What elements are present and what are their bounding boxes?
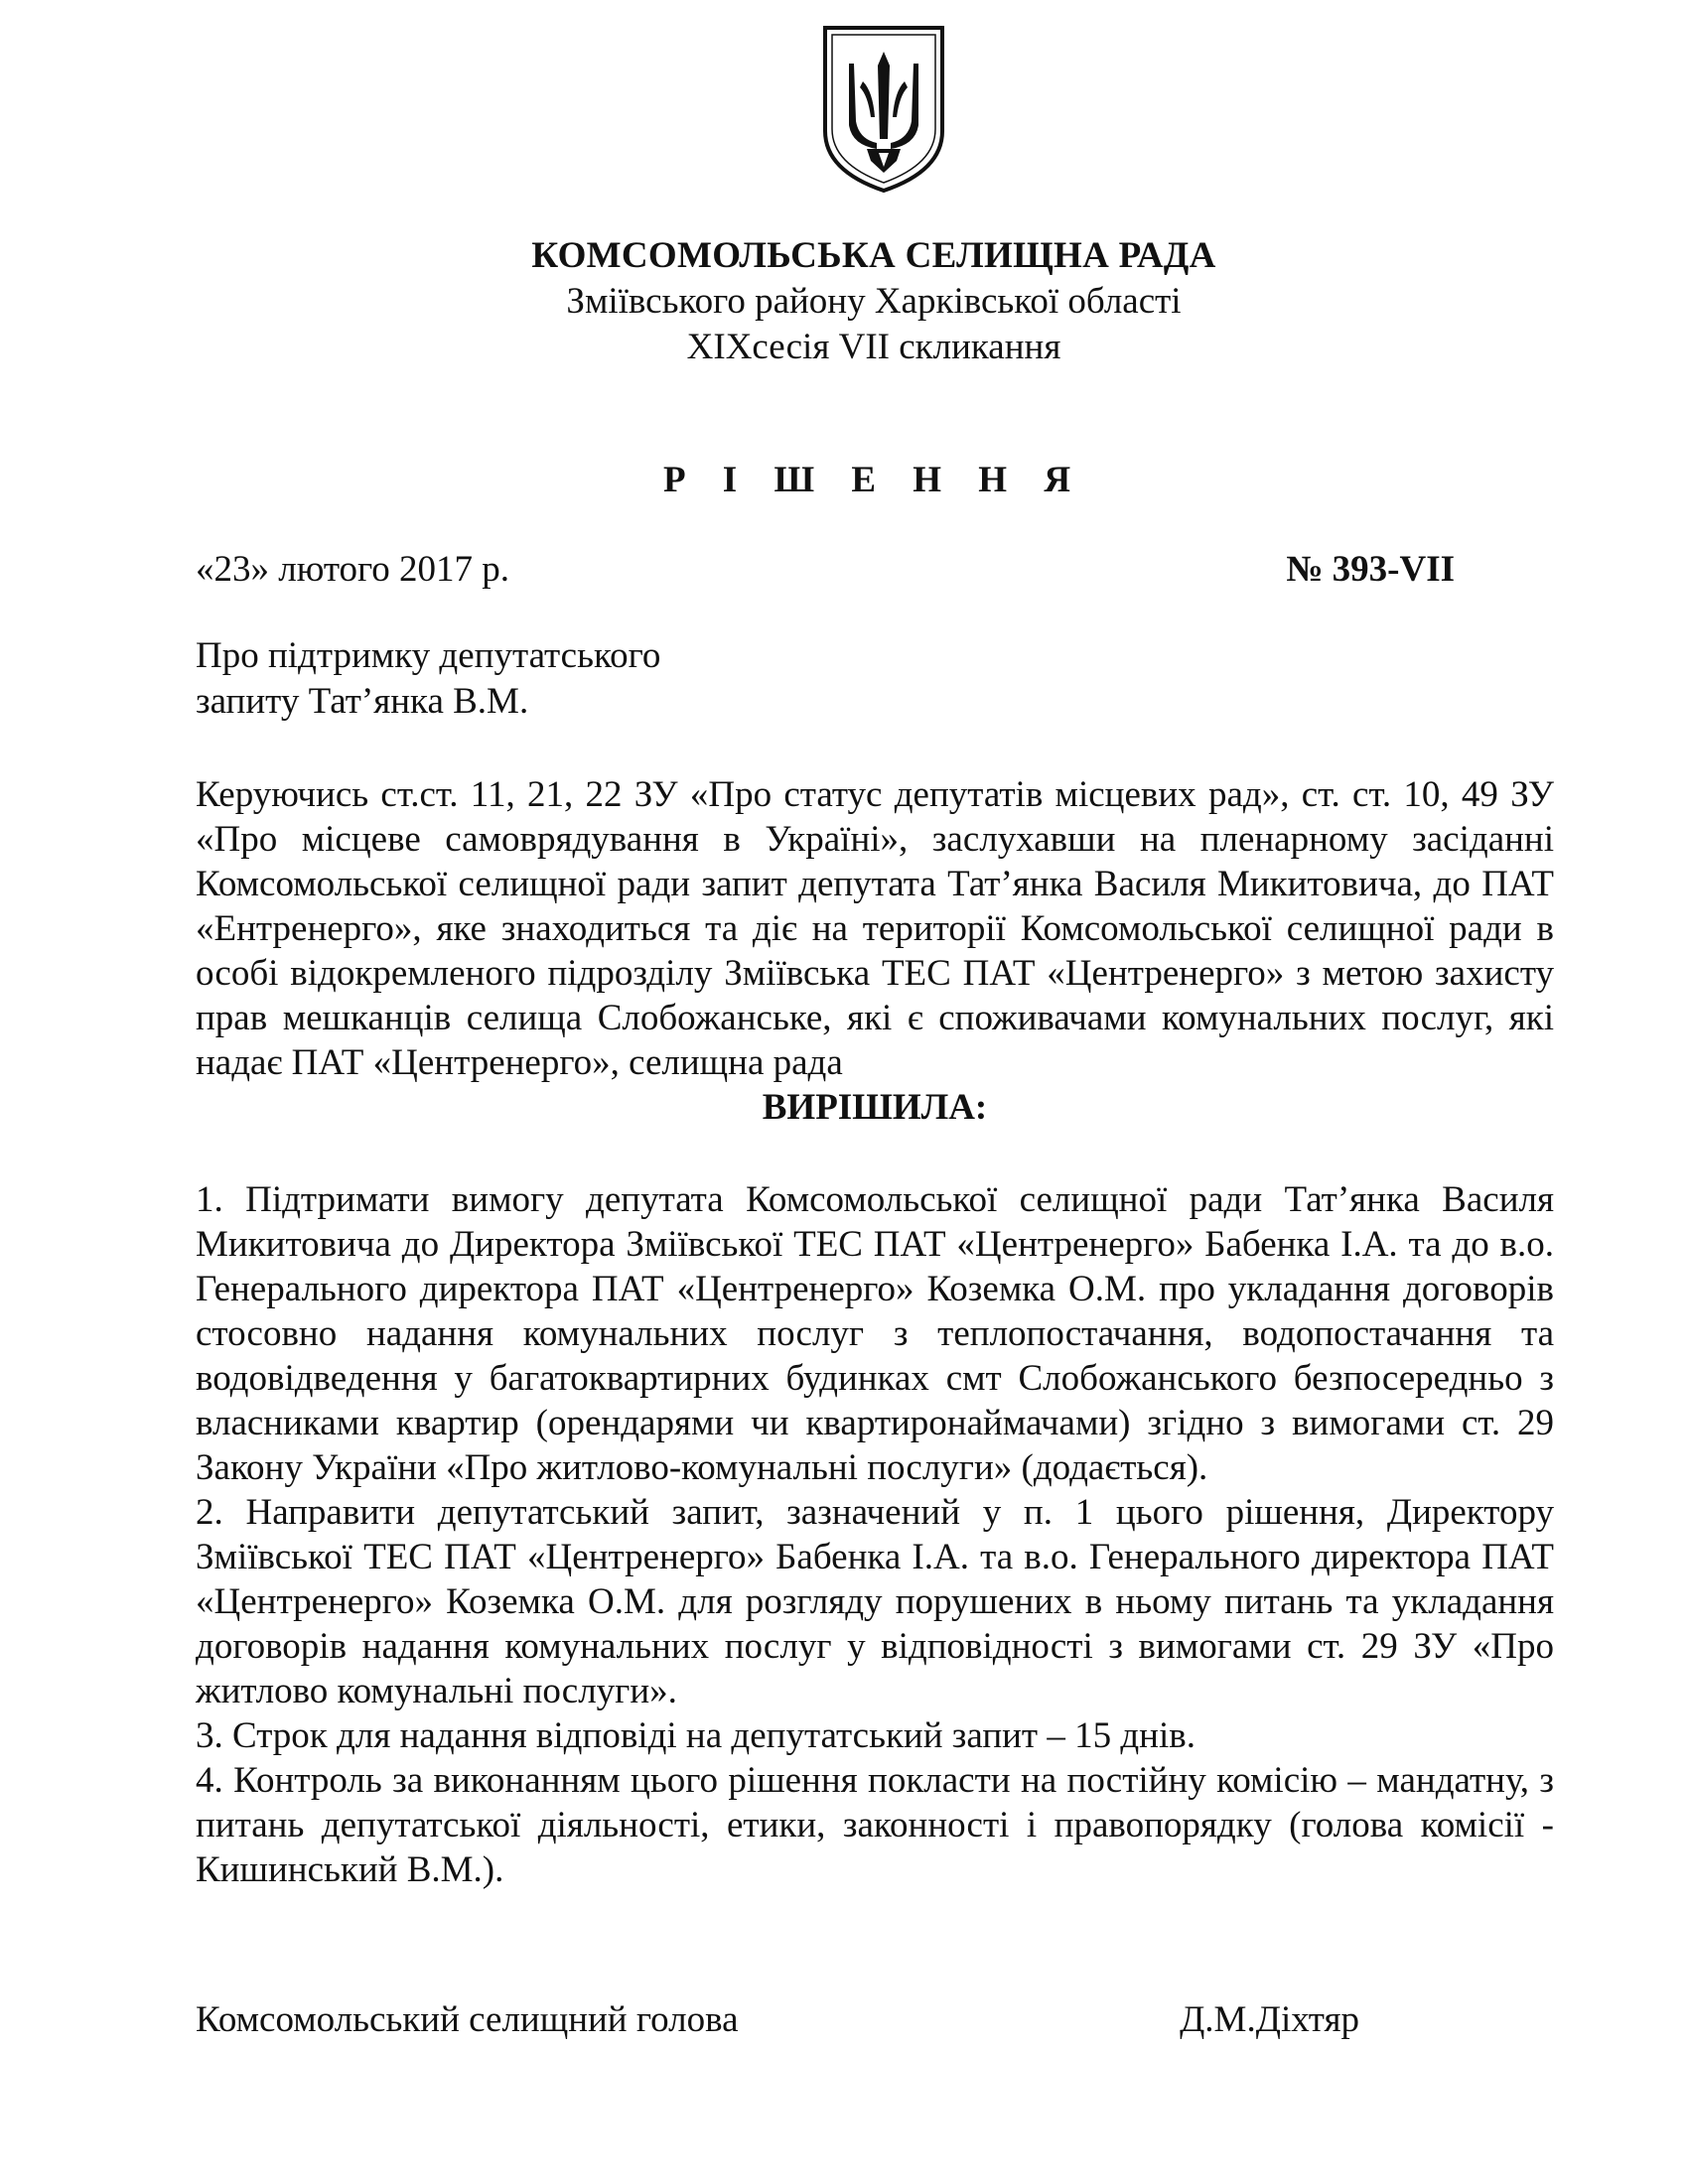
ukraine-trident-coat-of-arms-icon: [819, 22, 948, 196]
district-name: Зміївського району Харківської області: [566, 281, 1182, 322]
decided-heading: ВИРІШИЛА:: [762, 1087, 988, 1128]
decision-point-2: 2. Направити депутатський запит, зазначений у п. 1 цього рішення, Директору Зміївської ТЕС ПАТ «Центренерго» Бабенка І.А. та в.о. Генерального директора ПАТ «Центренерго» Коземка О.М. для розгляду порушених в ньому питань та укладання договорів надання комунальних послуг у відповідності з вимогами ст. 29 ЗУ «Про житлово комунальні послуги».: [196, 1492, 1554, 1711]
decision-points: [196, 1177, 1554, 1892]
signatory-name: Д.М.Діхтяр: [1180, 1999, 1359, 2040]
subject-line-2: запиту Тат’янка В.М.: [196, 681, 529, 722]
document-number: № 393-VII: [1286, 549, 1455, 590]
preamble-paragraph: Керуючись ст.ст. 11, 21, 22 ЗУ «Про статус депутатів місцевих рад», ст. ст. 10, 49 ЗУ «Про місцеве самоврядування в Україні», заслухавши на пленарному засіданні Комсомольської селищної ради запит депутата Тат’янка Василя Микитовича, до ПАТ «Ентренерго», яке знаходиться та діє на території Комсомольської селищної ради в особі відокремленого підрозділу Зміївська ТЕС ПАТ «Центренерго» з метою захисту прав мешканців селища Слобожанське, які є споживачами комунальних послуг, які надає ПАТ «Центренерго», селищна рада: [196, 774, 1554, 1083]
subject-line-1: Про підтримку депутатського: [196, 635, 661, 676]
signature-block: [196, 1998, 1359, 2041]
session-name: XIXсесія VII скликання: [686, 327, 1061, 367]
decision-point-1: 1. Підтримати вимогу депутата Комсомольської селищної ради Тат’янка Василя Микитовича до Директора Зміївської ТЕС ПАТ «Центренерго» Бабенка І.А. та до в.о. Генерального директора ПАТ «Центренерго» Коземка О.М. про укладання договорів стосовно надання комунальних послуг з теплопостачання, водопостачання та водовідведення у багатоквартирних будинках смт Слобожанського безпосередньо з власниками квартир (орендарями чи квартиронаймачами) згідно з вимогами ст. 29 Закону України «Про житлово-комунальні послуги» (додається).: [196, 1179, 1554, 1488]
document-body: [196, 772, 1554, 1892]
document-date: «23» лютого 2017 р.: [196, 549, 510, 590]
signatory-position: Комсомольський селищний голова: [196, 1999, 739, 2040]
decision-point-4: 4. Контроль за виконанням цього рішення покласти на постійну комісію – мандатну, з питань депутатської діяльності, етики, законності і правопорядку (голова комісії - Кишинський В.М.).: [196, 1760, 1554, 1890]
date-number-row: [196, 548, 1455, 591]
organization-name: КОМСОМОЛЬСЬКА СЕЛИЩНА РАДА: [531, 235, 1216, 276]
document-header: [0, 233, 1688, 370]
document-type-title: Р І Ш Е Н Н Я: [662, 460, 1085, 500]
document-subject: [196, 633, 660, 725]
decision-point-3: 3. Строк для надання відповіді на депутатський запит – 15 днів.: [196, 1715, 1196, 1756]
